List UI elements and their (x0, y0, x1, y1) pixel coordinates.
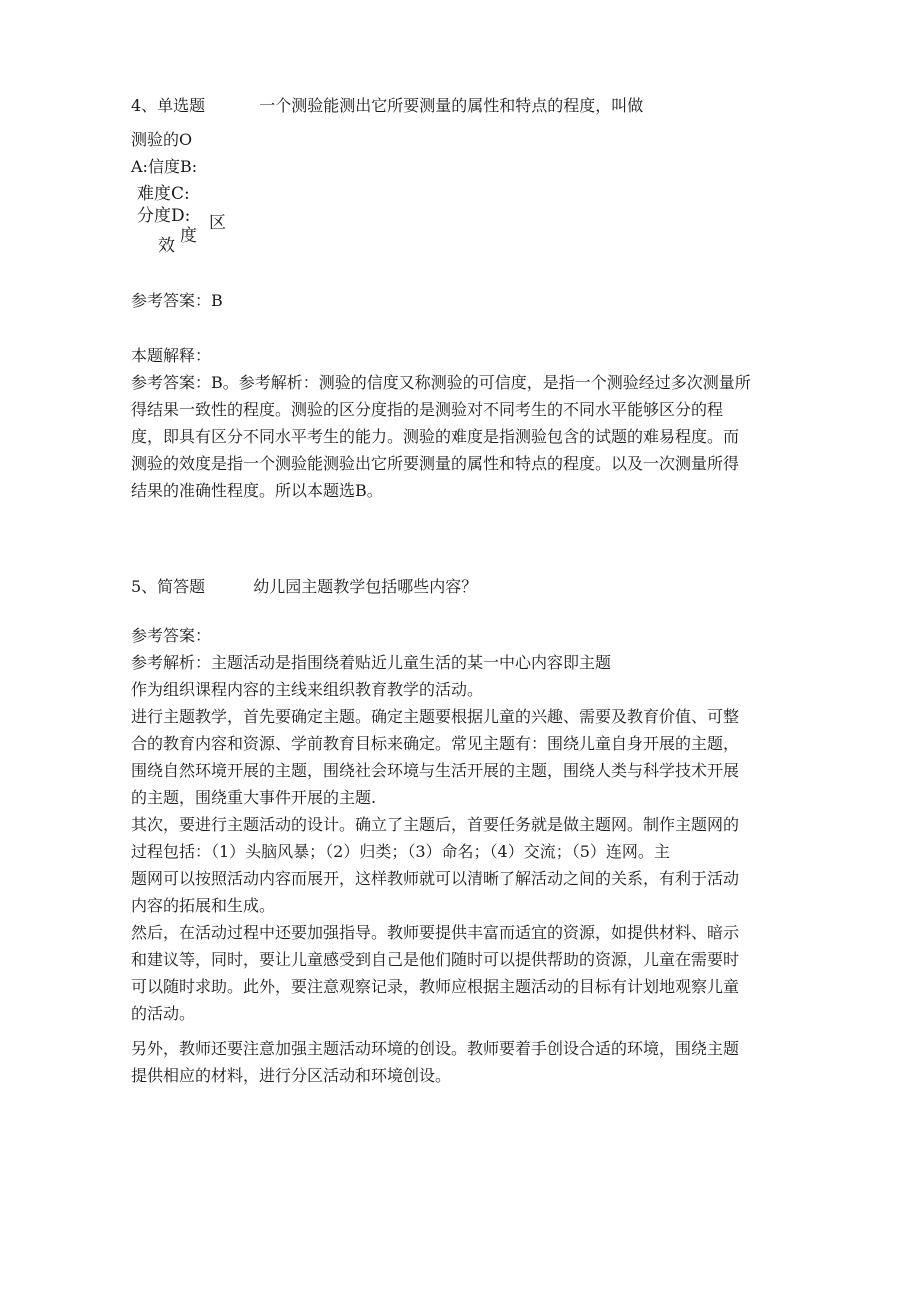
question-5-line: 可以随时求助。此外，要注意观察记录，教师应根据主题活动的目标有计划地观察儿童 (131, 977, 740, 996)
question-5-line: 的活动。 (131, 1004, 196, 1023)
question-4-stem: 一个测验能测出它所要测量的属性和特点的程度，叫做 (259, 96, 644, 115)
option-fragment: 度 (180, 226, 197, 246)
question-4-explain-line: 度，即具有区分不同水平考生的能力。测验的难度是指测验包含的试题的难易程度。而 (131, 427, 740, 446)
question-4-explain-line: 测验的效度是指一个测验能测验出它所要测量的属性和特点的程度。以及一次测量所得 (131, 454, 740, 473)
question-4-number: 4、单选题 (131, 96, 206, 115)
question-5-stem: 幼儿园主题教学包括哪些内容？ (253, 577, 478, 596)
question-4-explain-title: 本题解释： (131, 346, 212, 365)
question-5-line: 另外，教师还要注意加强主题活动环境的创设。教师要着手创设合适的环境，围绕主题 (131, 1039, 740, 1058)
question-5-line: 参考解析：主题活动是指围绕着贴近儿童生活的某一中心内容即主题 (131, 653, 612, 672)
question-5-line: 其次，要进行主题活动的设计。确立了主题后，首要任务就是做主题网。制作主题网的 (131, 815, 740, 834)
question-5-line: 进行主题教学，首先要确定主题。确定主题要根据儿童的兴趣、需要及教育价值、可整 (131, 707, 740, 726)
option-fragment: 区 (209, 213, 226, 233)
question-4-stem-line2: 测验的O (131, 130, 193, 149)
question-4-options: A:信度B: (131, 157, 198, 176)
question-5-line: 提供相应的材料，进行分区活动和环境创设。 (131, 1066, 452, 1085)
question-5-line: 内容的拓展和生成。 (131, 896, 276, 915)
option-fragment: 分度D: (137, 206, 191, 226)
question-4-explain-line: 结果的准确性程度。所以本题选B。 (131, 481, 383, 500)
question-5-answer-label: 参考答案： (131, 626, 212, 645)
question-5-line: 过程包括：（1）头脑风暴；（2）归类；（3）命名；（4）交流；（5）连网。主 (131, 842, 670, 861)
question-5-line: 和建议等，同时，要让儿童感受到自己是他们随时可以提供帮助的资源，儿童在需要时 (131, 950, 740, 969)
question-4-header (131, 96, 643, 116)
question-5-line: 合的教育内容和资源、学前教育目标来确定。常见主题有：围绕儿童自身开展的主题， (131, 734, 740, 753)
question-5-line: 围绕自然环境开展的主题，围绕社会环境与生活开展的主题，围绕人类与科学技术开展 (131, 761, 740, 780)
question-4-explain-line: 参考答案：B。参考解析：测验的信度又称测验的可信度，是指一个测验经过多次测量所 (131, 373, 751, 392)
question-5-line: 然后，在活动过程中还要加强指导。教师要提供丰富而适宜的资源，如提供材料、暗示 (131, 923, 740, 942)
option-fragment: 难度C: (137, 184, 190, 204)
question-5-line: 题网可以按照活动内容而展开，这样教师就可以清晰了解活动之间的关系，有利于活动 (131, 869, 740, 888)
question-4-explain-line: 得结果一致性的程度。测验的区分度指的是测验对不同考生的不同水平能够区分的程 (131, 400, 724, 419)
question-5-number: 5、简答题 (131, 577, 206, 596)
question-5-header (131, 577, 477, 597)
question-5-line: 作为组织课程内容的主线来组织教育教学的活动。 (131, 680, 484, 699)
question-4-answer: 参考答案：B (131, 291, 223, 310)
option-fragment: 效 (158, 236, 175, 256)
question-5-line: 的主题，围绕重大事件开展的主题. (131, 788, 377, 807)
